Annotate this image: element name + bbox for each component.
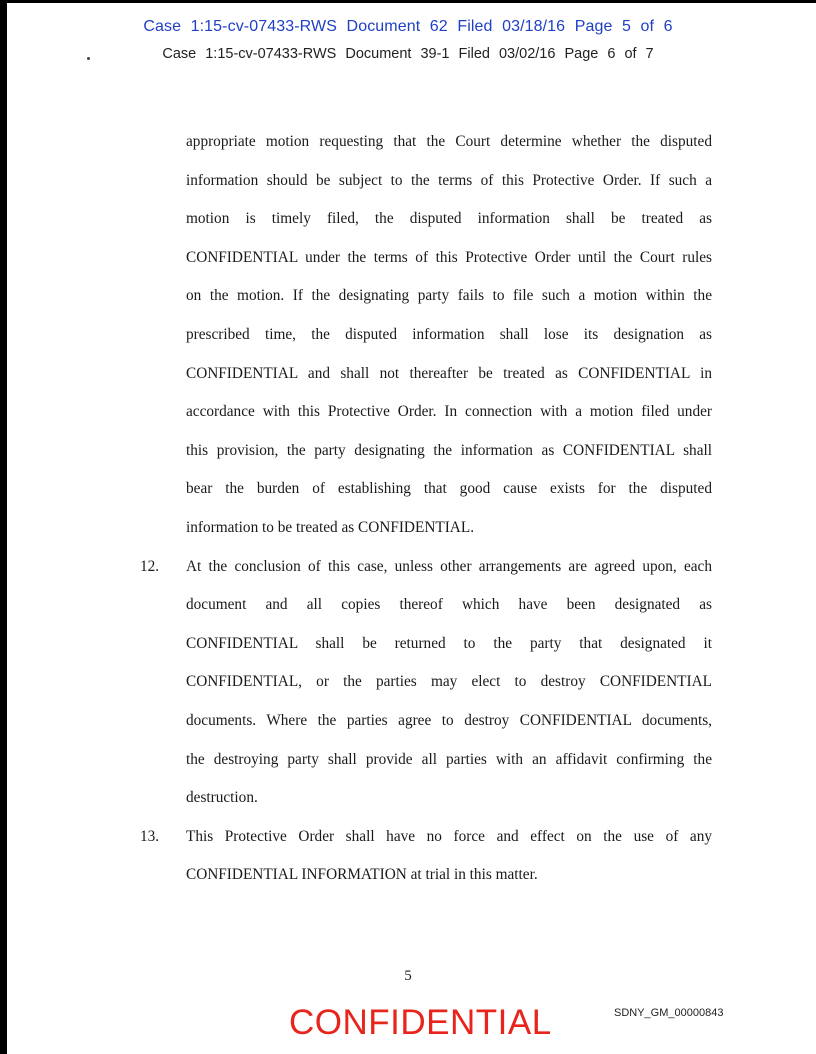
text-line: CONFIDENTIAL INFORMATION at trial in this matter. [186,866,538,884]
text-line: CONFIDENTIAL under the terms of this Protective Order until the Court rules [186,248,712,266]
text-line: appropriate motion requesting that the Court determine whether the disputed [186,133,712,150]
document-body [140,123,712,895]
bates-number: SDNY_GM_00000843 [614,1007,724,1019]
text-line: information should be subject to the terms of this Protective Order. If such a [186,171,712,189]
item-number: 12. [140,557,160,575]
text-line: the destroying party shall provide all parties with an affidavit confirming the [186,750,712,768]
scan-border-top [0,0,816,3]
text-line: bear the burden of establishing that good cause exists for the disputed [186,480,712,498]
text-line: accordance with this Protective Order. In connection with a motion filed under [186,403,712,421]
filed-case-header: Case 1:15-cv-07433-RWS Document 62 Filed 03/18/16 Page 5 of 6 [143,18,673,35]
text-line: information to be treated as CONFIDENTIAL. [186,518,475,536]
text-line: CONFIDENTIAL, or the parties may elect to destroy CONFIDENTIAL [186,673,712,691]
text-line: motion is timely filed, the disputed information shall be treated as [186,210,712,228]
numbered-item-13 [140,818,712,895]
continued-paragraph [140,123,712,548]
scan-border-left [0,0,7,1054]
original-case-header: Case 1:15-cv-07433-RWS Document 39-1 Filed 03/02/16 Page 6 of 7 [162,46,654,62]
text-line: prescribed time, the disputed information shall lose its designation as [186,325,712,343]
text-line: CONFIDENTIAL and shall not thereafter be treated as CONFIDENTIAL in [186,364,712,382]
text-line: document and all copies thereof which have been designated as [186,596,712,614]
text-line: This Protective Order shall have no force and effect on the use of any [186,827,712,845]
text-line: At the conclusion of this case, unless other arrangements are agreed upon, each [186,557,712,575]
item-number: 13. [140,827,160,845]
numbered-item-12 [140,548,712,818]
text-line: on the motion. If the designating party fails to file such a motion within the [186,287,712,305]
text-line: documents. Where the parties agree to destroy CONFIDENTIAL documents, [186,711,712,729]
confidential-stamp: CONFIDENTIAL [289,1003,552,1042]
page-number: 5 [404,968,412,984]
text-line: destruction. [186,789,258,807]
text-line: CONFIDENTIAL shall be returned to the party that designated it [186,634,712,652]
text-line: this provision, the party designating the information as CONFIDENTIAL shall [186,441,712,459]
